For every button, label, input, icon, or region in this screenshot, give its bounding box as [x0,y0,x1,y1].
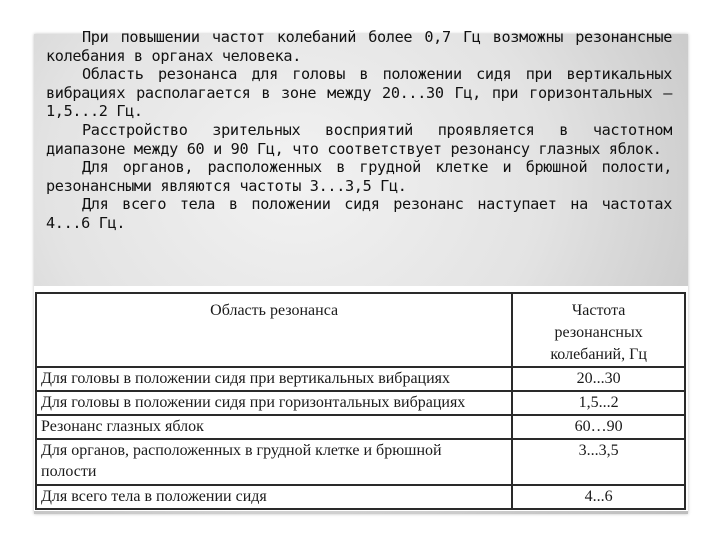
cell-region: Для головы в положении сидя при вертикальных вибрациях [36,367,512,391]
paragraph: Расстройство зрительных восприятий проявляется в частотном диапазоне между 60 и 90 Гц, что соответствует резонансу глазных яблок. [46,120,672,158]
column-header-region: Область резонанса [36,293,512,367]
resonance-table-image [34,286,688,511]
paragraph: Для органов, расположенных в грудной клетке и брюшной полости, резонансными являются частоты 3...3,5 Гц. [46,158,672,195]
cell-frequency: 3...3,5 [512,439,685,485]
table-row [36,439,685,485]
table-row [36,391,685,415]
column-header-frequency: Частота резонансных колебаний, Гц [512,293,685,367]
paragraph: Для всего тела в положении сидя резонанс наступает на частотах 4...6 Гц. [46,195,672,232]
cell-region: Для головы в положении сидя при горизонтальных вибрациях [36,391,512,415]
table-header-row [36,293,685,367]
cell-frequency: 1,5...2 [512,391,685,415]
paragraph: При повышении частот колебаний более 0,7 Гц возможны резонансные колебания в органах человека. [46,28,672,65]
paragraph: Область резонанса для головы в положении сидя при вертикальных вибрациях располагается в зоне между 20...30 Гц, при горизонтальных – 1,5...2 Гц. [46,65,672,121]
cell-frequency: 4...6 [512,485,685,509]
body-text [46,28,672,233]
cell-frequency: 20...30 [512,367,685,391]
cell-region: Для органов, расположенных в грудной клетке и брюшной полости [36,439,512,485]
table-row [36,485,685,509]
table-row [36,367,685,391]
cell-frequency: 60…90 [512,415,685,439]
cell-region: Резонанс глазных яблок [36,415,512,439]
cell-region: Для всего тела в положении сидя [36,485,512,509]
table-row [36,415,685,439]
resonance-table [35,292,686,510]
